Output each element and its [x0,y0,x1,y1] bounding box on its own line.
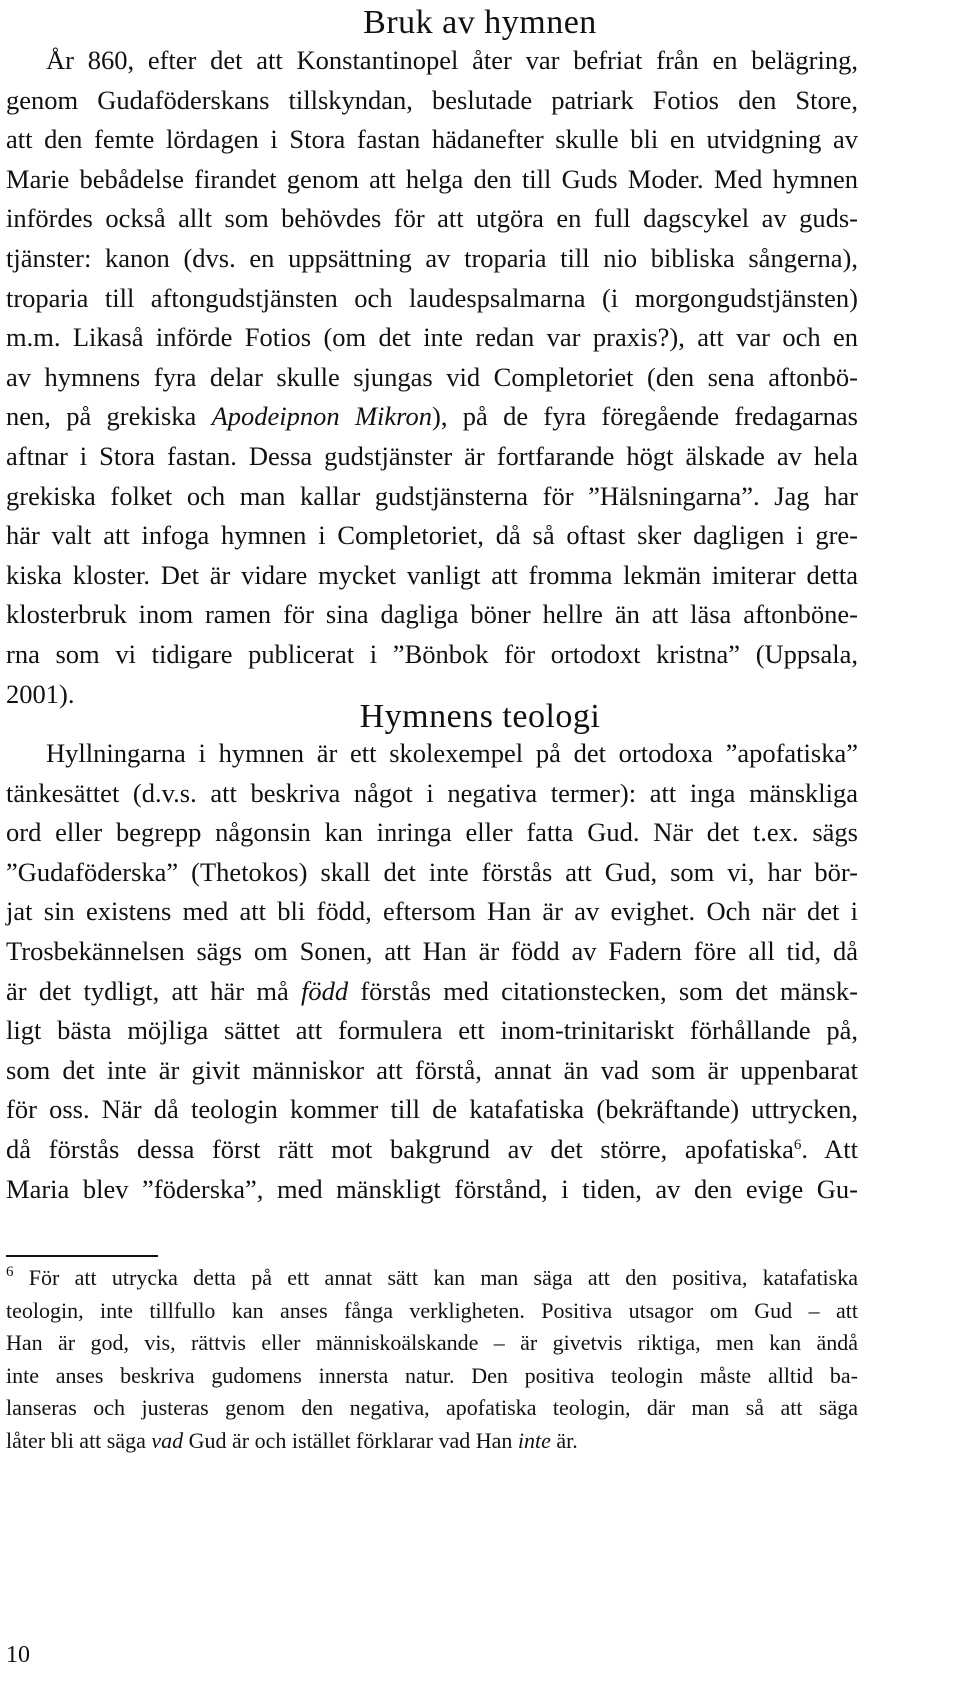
text-run: För att utrycka detta på ett annat sätt kan man säga att den positiva, katafatiska [13,1265,858,1290]
text-line: År 860, efter det att Konstantinopel åter var befriat från en belägring, [46,45,858,75]
text-line: teologin, inte tillfullo kan anses fånga verkligheten. Positiva utsagor om Gud – att [6,1297,858,1323]
text-line [6,1425,858,1458]
text-line: ord eller begrepp någonsin kan inringa eller fatta Gud. När det t.ex. sägs [6,817,858,848]
text-line: att den femte lördagen i Stora fastan hädanefter skulle bli en utvidgning av [6,124,858,155]
text-run: Gud är och istället förklarar vad Han [183,1427,518,1453]
text-line: lanseras och justeras genom den negativa, apofatiska teologin, där man så att säga [6,1395,858,1420]
text-line: 2001). [6,678,75,709]
text-line [6,972,858,1012]
text-line [6,397,858,437]
text-run: ), på de fyra föregående fredagarnas [432,401,858,432]
text-line: jat sin existens med att bli född, eftersom Han är av evighet. Och när det i [6,896,858,927]
text-line: grekiska folket och man kallar gudstjänsterna för ”Hälsningarna”. Jag har [6,480,858,511]
text-line: för oss. När då teologin kommer till de katafatiska (bekräftande) uttrycken, [6,1094,858,1125]
text-line: infördes också allt som behövdes för att utgöra en full dagscykel av guds- [6,203,858,234]
italic-term: vad [151,1427,184,1453]
text-line: här valt att infoga hymnen i Completoriet, då så oftast sker dagligen i gre- [6,520,858,551]
text-run: är det tydligt, att här må [6,975,301,1006]
text-line: aftnar i Stora fastan. Dessa gudstjänster är fortfarande högt älskade av hela [6,440,858,471]
italic-term: Apodeipnon Mikron [211,401,433,432]
text-line: troparia till aftongudstjänsten och laudespsalmarna (i morgongudstjänsten) [6,282,858,313]
footnote-6 [6,1262,858,1457]
text-line: som det inte är givit människor att förstå, annat än vad som är uppenbarat [6,1054,858,1085]
footnote-number: 6 [6,1264,14,1280]
text-run: låter bli att säga [6,1427,152,1453]
text-line: ligt bästa möjliga sättet att formulera ett inom-trinitariskt förhållande på, [6,1015,858,1046]
text-line: tänkesättet (d.v.s. att beskriva något i negativa termer): att inga mänskliga [6,777,858,808]
text-line: Hyllningarna i hymnen är ett skolexempel på det ortodoxa ”apofatiska” [46,738,858,768]
text-line: klosterbruk inom ramen för sina dagliga böner hellre än att läsa aftonböne- [6,599,858,630]
text-run: . Att [801,1133,858,1164]
text-line: av hymnens fyra delar skulle sjungas vid Completoriet (den sena aftonbö- [6,361,858,392]
paragraph-bruk [6,41,858,714]
page-number: 10 [6,1642,30,1668]
text-line: Marie bebådelse firandet genom att helga den till Guds Moder. Med hymnen [6,163,858,194]
italic-term: född [300,975,349,1006]
text-line [6,1262,858,1295]
text-run: är. [550,1427,578,1453]
text-line: Han är god, vis, rättvis eller människoälskande – är givetvis riktiga, men kan ändå [6,1330,858,1355]
text-line: Maria blev ”föderska”, med mänskligt förstånd, i tiden, av den evige Gu- [6,1173,858,1204]
text-line: m.m. Likaså införde Fotios (om det inte redan var praxis?), att var och en [6,322,858,353]
text-line: tjänster: kanon (dvs. en uppsättning av troparia till nio bibliska sångerna), [6,242,858,273]
text-line: kiska kloster. Det är vidare mycket vanligt att fromma lekmän imiterar detta [6,559,858,590]
section-heading-bruk: Bruk av hymnen [363,4,597,41]
section-heading-teologi: Hymnens teologi [359,698,601,735]
text-line: rna som vi tidigare publicerat i ”Bönbok för ortodoxt kristna” (Uppsala, [6,638,858,669]
text-line: Trosbekännelsen sägs om Sonen, att Han är född av Fadern före all tid, då [6,935,858,966]
text-run: då förstås dessa först rätt mot bakgrund av det större, apofatiska [6,1133,794,1164]
footnote-divider [6,1255,158,1257]
text-line: inte anses beskriva gudomens innersta natur. Den positiva teologin måste alltid ba- [6,1362,858,1388]
footnote-reference[interactable]: 6 [793,1136,802,1153]
text-line: ”Gudaföderska” (Thetokos) skall det inte förstås att Gud, som vi, har bör- [6,856,858,887]
text-run: nen, på grekiska [6,401,212,432]
text-run: förstås med citationstecken, som det mänsk- [348,975,858,1006]
paragraph-teologi [6,734,858,1209]
italic-term: inte [517,1427,551,1453]
text-line [6,1130,858,1170]
text-line: genom Gudaföderskans tillskyndan, beslutade patriark Fotios den Store, [6,84,858,115]
